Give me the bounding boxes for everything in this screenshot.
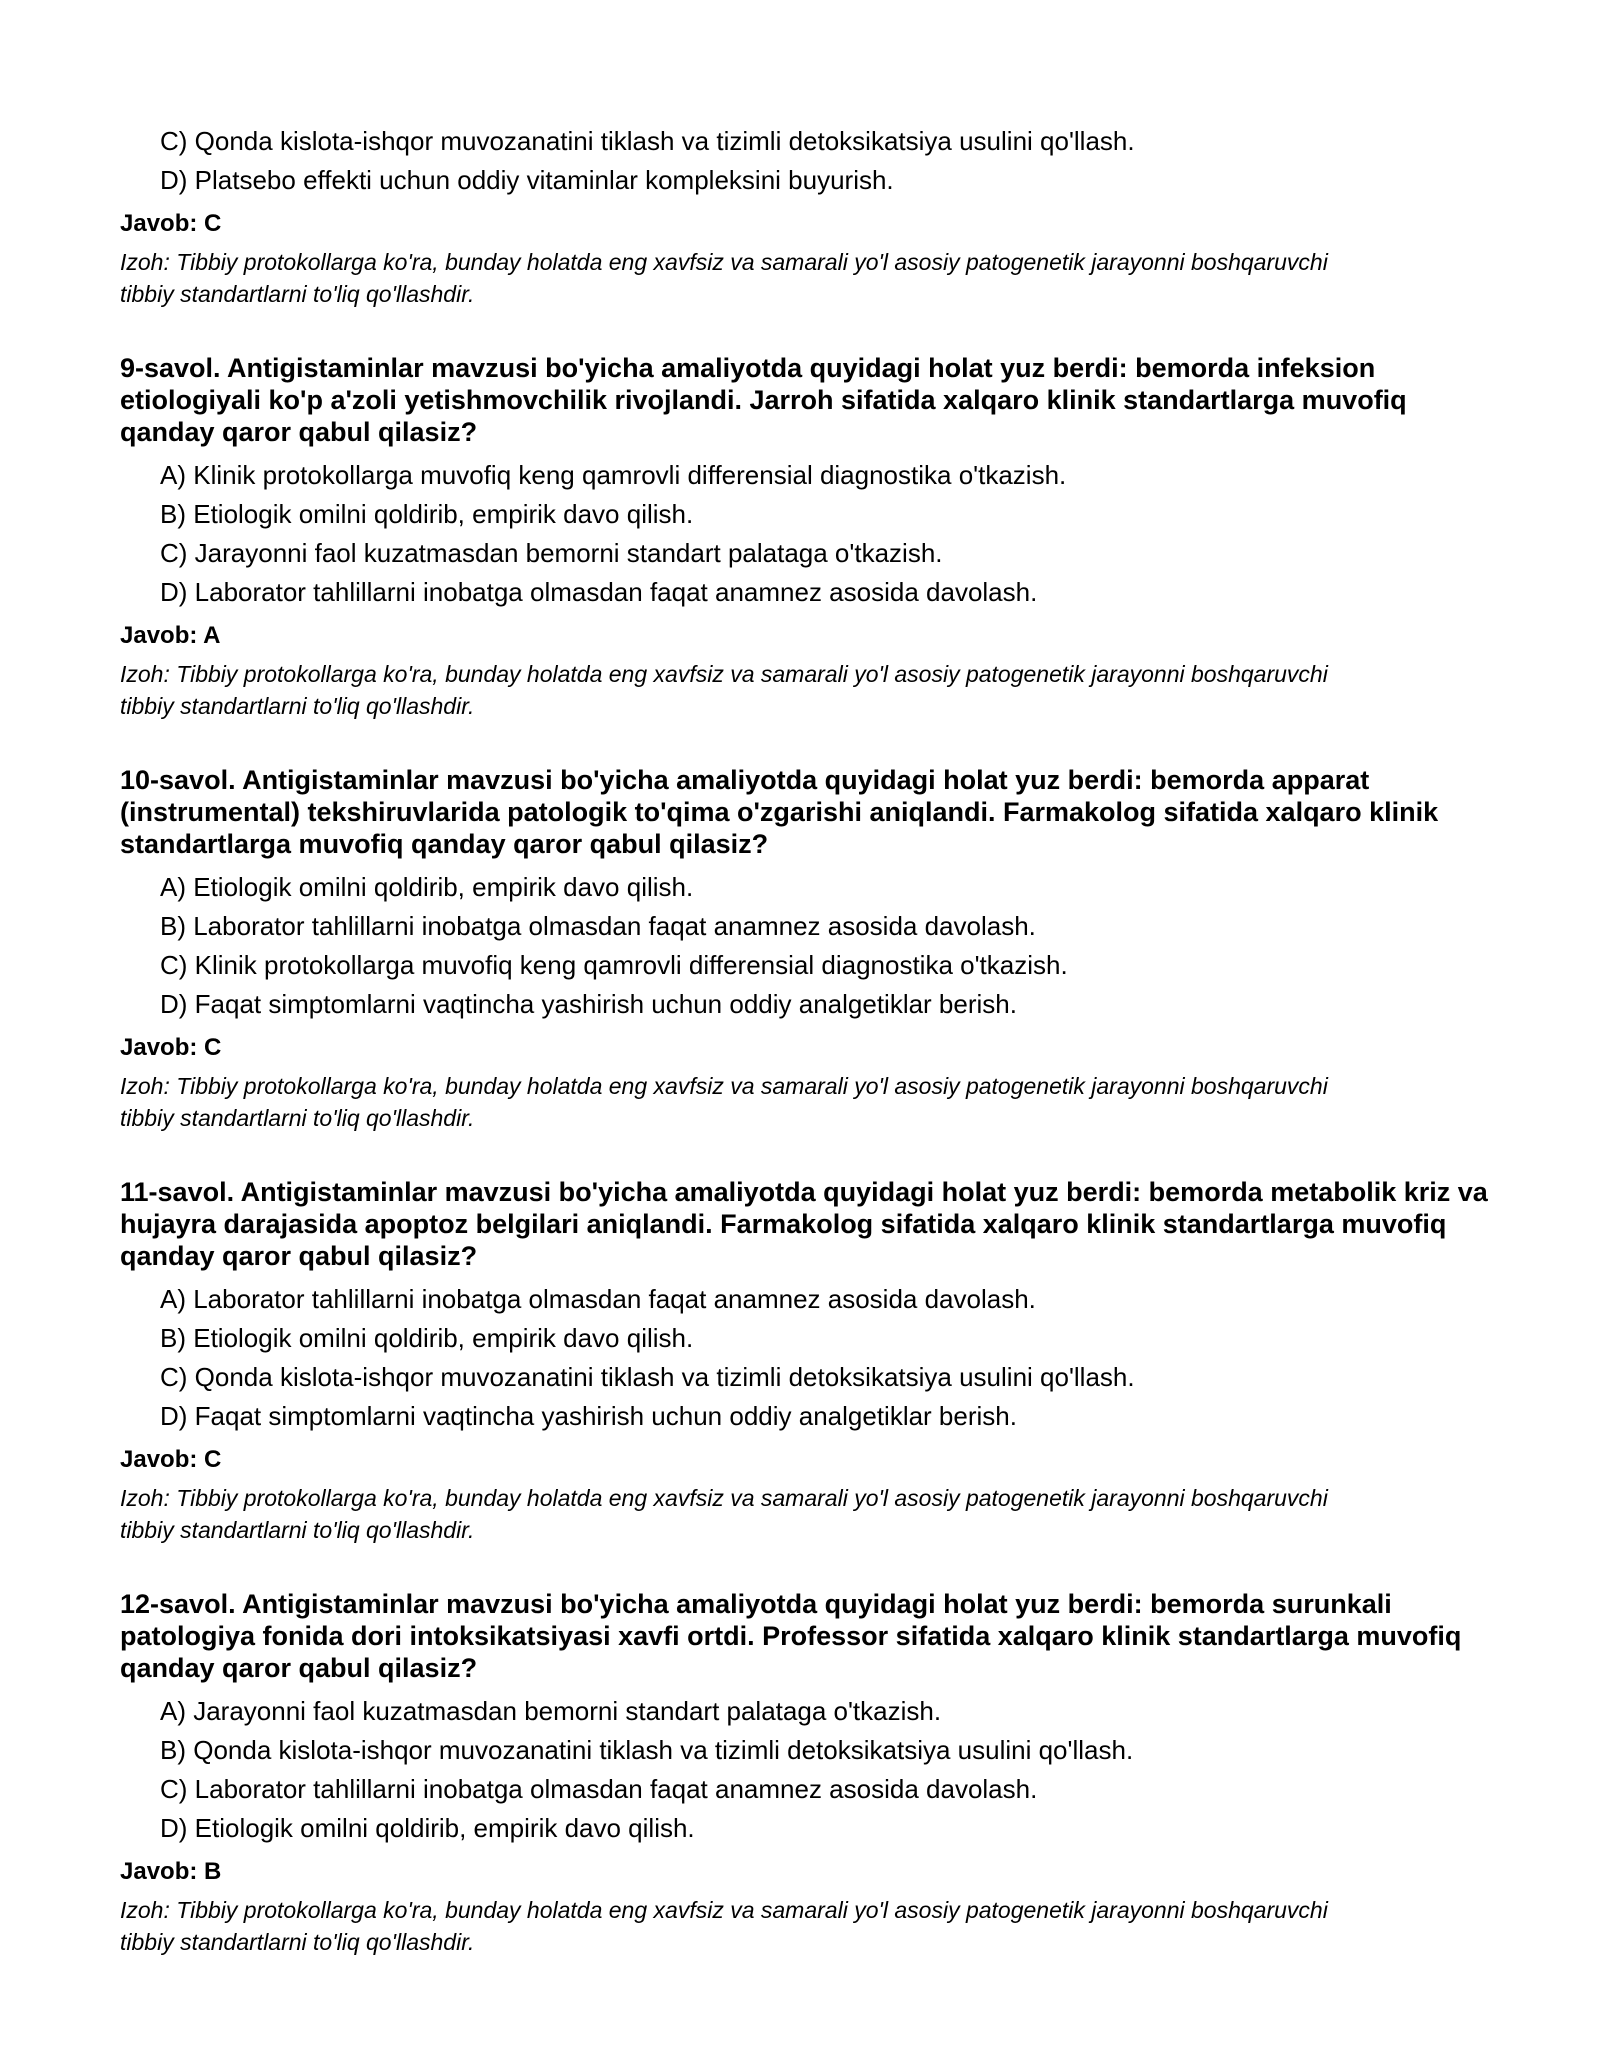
option-b: B) Qonda kislota-ishqor muvozanatini tiklash va tizimli detoksikatsiya usulini qo'llash.: [160, 1735, 1134, 1765]
question-block-10: [120, 764, 1500, 1134]
question-title: 11-savol. Antigistaminlar mavzusi bo'yicha amaliyotda quyidagi holat yuz berdi: bemorda metabolik kriz va hujayra darajasida apoptoz belgilari aniqlandi. Farmakolog sifatida xalqaro klinik standartlarga muvofiq qanday qaror qabul qilasiz?: [120, 1177, 1488, 1271]
question-title: 12-savol. Antigistaminlar mavzusi bo'yicha amaliyotda quyidagi holat yuz berdi: bemorda surunkali patologiya fonida dori intoksikatsiyasi xavfi ortdi. Professor sifatida xalqaro klinik standartlarga muvofiq qanday qaror qabul qilasiz?: [120, 1589, 1462, 1683]
option-a: A) Laborator tahlillarni inobatga olmasdan faqat anamnez asosida davolash.: [160, 1284, 1036, 1314]
option-d: D) Faqat simptomlarni vaqtincha yashirish uchun oddiy analgetiklar berish.: [160, 1401, 1017, 1431]
option-c: C) Qonda kislota-ishqor muvozanatini tiklash va tizimli detoksikatsiya usulini qo'llash.: [160, 1362, 1135, 1392]
answer: Javob: B: [120, 1858, 222, 1885]
explanation: Izoh: Tibbiy protokollarga ko'ra, bunday holatda eng xavfsiz va samarali yo'l asosiy patogenetik jarayonni boshqaruvchi tibbiy standartlarni to'liq qo'llashdir.: [120, 661, 1328, 719]
explanation: Izoh: Tibbiy protokollarga ko'ra, bunday holatda eng xavfsiz va samarali yo'l asosiy patogenetik jarayonni boshqaruvchi tibbiy standartlarni to'liq qo'llashdir.: [120, 249, 1328, 307]
option-d: D) Faqat simptomlarni vaqtincha yashirish uchun oddiy analgetiklar berish.: [160, 989, 1017, 1019]
option-a: A) Jarayonni faol kuzatmasdan bemorni standart palataga o'tkazish.: [160, 1696, 942, 1726]
answer: Javob: C: [120, 1034, 222, 1061]
option-b: B) Laborator tahlillarni inobatga olmasdan faqat anamnez asosida davolash.: [160, 911, 1036, 941]
option-a: A) Etiologik omilni qoldirib, empirik davo qilish.: [160, 872, 694, 902]
option-d: D) Etiologik omilni qoldirib, empirik davo qilish.: [160, 1813, 695, 1843]
option-b: B) Etiologik omilni qoldirib, empirik davo qilish.: [160, 1323, 694, 1353]
question-title: 9-savol. Antigistaminlar mavzusi bo'yicha amaliyotda quyidagi holat yuz berdi: bemorda infeksion etiologiyali ko'p a'zoli yetishmovchilik rivojlandi. Jarroh sifatida xalqaro klinik standartlarga muvofiq qanday qaror qabul qilasiz?: [120, 353, 1407, 447]
option-d: D) Platsebo effekti uchun oddiy vitaminlar kompleksini buyurish.: [160, 165, 894, 195]
question-block-9: [120, 352, 1500, 722]
option-c: C) Laborator tahlillarni inobatga olmasdan faqat anamnez asosida davolash.: [160, 1774, 1038, 1804]
question-block-8-tail: [120, 122, 1500, 310]
explanation: Izoh: Tibbiy protokollarga ko'ra, bunday holatda eng xavfsiz va samarali yo'l asosiy patogenetik jarayonni boshqaruvchi tibbiy standartlarni to'liq qo'llashdir.: [120, 1897, 1328, 1955]
option-a: A) Klinik protokollarga muvofiq keng qamrovli differensial diagnostika o'tkazish.: [160, 460, 1067, 490]
explanation: Izoh: Tibbiy protokollarga ko'ra, bunday holatda eng xavfsiz va samarali yo'l asosiy patogenetik jarayonni boshqaruvchi tibbiy standartlarni to'liq qo'llashdir.: [120, 1073, 1328, 1131]
answer: Javob: A: [120, 622, 221, 649]
question-block-12: [120, 1588, 1500, 1958]
option-c: C) Qonda kislota-ishqor muvozanatini tiklash va tizimli detoksikatsiya usulini qo'llash.: [160, 126, 1135, 156]
option-b: B) Etiologik omilni qoldirib, empirik davo qilish.: [160, 499, 694, 529]
answer: Javob: C: [120, 1446, 222, 1473]
option-c: C) Jarayonni faol kuzatmasdan bemorni standart palataga o'tkazish.: [160, 538, 943, 568]
answer: Javob: C: [120, 210, 222, 237]
question-block-11: [120, 1176, 1500, 1546]
option-c: C) Klinik protokollarga muvofiq keng qamrovli differensial diagnostika o'tkazish.: [160, 950, 1068, 980]
option-d: D) Laborator tahlillarni inobatga olmasdan faqat anamnez asosida davolash.: [160, 577, 1038, 607]
explanation: Izoh: Tibbiy protokollarga ko'ra, bunday holatda eng xavfsiz va samarali yo'l asosiy patogenetik jarayonni boshqaruvchi tibbiy standartlarni to'liq qo'llashdir.: [120, 1485, 1328, 1543]
question-title: 10-savol. Antigistaminlar mavzusi bo'yicha amaliyotda quyidagi holat yuz berdi: bemorda apparat (instrumental) tekshiruvlarida patologik to'qima o'zgarishi aniqlandi. Farmakolog sifatida xalqaro klinik standartlarga muvofiq qanday qaror qabul qilasiz?: [120, 765, 1439, 859]
